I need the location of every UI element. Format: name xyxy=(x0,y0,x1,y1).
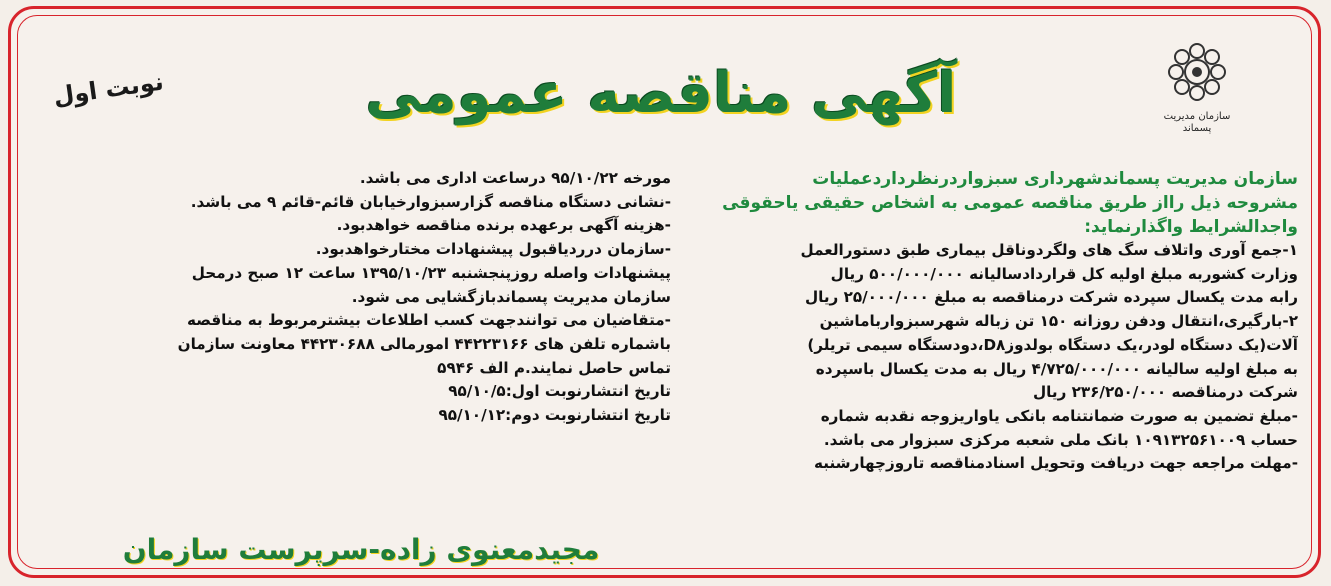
text-line: تماس حاصل نمایند.م الف ۵۹۴۶ xyxy=(437,358,671,377)
left-column xyxy=(31,167,671,428)
text-line: -مهلت مراجعه جهت دریافت وتحویل اسنادمناقصه تاروزچهارشنبه xyxy=(814,454,1298,473)
text-line: حساب ۱۰۹۱۳۲۵۶۱۰۰۹ بانک ملی شعبه مرکزی سبزوار می باشد. xyxy=(823,430,1298,449)
text-line: -نشانی دستگاه مناقصه گزارسبزوارخیابان قائم-قائم ۹ می باشد. xyxy=(190,192,671,211)
text-line: پیشنهادات واصله روزپنجشنبه ۱۳۹۵/۱۰/۲۳ ساعت ۱۲ صبح درمحل xyxy=(191,263,671,282)
text-line: آلات(یک دستگاه لودر،یک دستگاه بولدوزD۸،دودستگاه سیمی تریلر) xyxy=(807,335,1298,354)
text-line: شرکت درمناقصه ۲۳۶/۲۵۰/۰۰۰ ریال xyxy=(1033,383,1298,402)
emblem-icon xyxy=(1162,37,1232,107)
text-line: باشماره تلفن های ۴۴۲۲۳۱۶۶ امورمالی ۴۴۲۳۰۶۸۸ معاونت سازمان xyxy=(177,334,671,353)
lead-paragraph xyxy=(676,167,1298,239)
right-column xyxy=(676,167,1298,476)
text-line: رابه مدت یکسال سپرده شرکت درمناقصه به مبلغ ۲۵/۰۰۰/۰۰۰ ریال xyxy=(804,288,1298,307)
organization-logo xyxy=(1158,37,1236,135)
text-line: مورخه ۹۵/۱۰/۲۲ درساعت اداری می باشد. xyxy=(359,169,671,187)
logo-caption: سازمان مدیریت پسماند xyxy=(1163,111,1231,134)
round-label: نوبت اول xyxy=(51,67,166,111)
signature: مجیدمعنوی زاده-سرپرست سازمان xyxy=(122,533,600,566)
text-line: ۲-بارگیری،انتقال ودفن روزانه ۱۵۰ تن زباله شهرسبزوارباماشین xyxy=(819,312,1298,331)
lead-line: واجدالشرایط واگذارنماید: xyxy=(1084,217,1298,237)
notice-title: آگهی مناقصه عمومی xyxy=(365,61,957,126)
notice-frame xyxy=(8,6,1321,578)
text-line: وزارت کشوربه مبلغ اولیه کل قراردادسالیانه ۵۰۰/۰۰۰/۰۰۰ ریال xyxy=(830,264,1298,283)
publish-date-first: تاریخ انتشارنوبت اول:۹۵/۱۰/۵ xyxy=(448,382,671,401)
text-line: سازمان مدیریت پسماندبازگشایی می شود. xyxy=(351,287,671,306)
text-line: -مبلغ تضمین به صورت ضمانتنامه بانکی یاواریزوجه نقدبه شماره xyxy=(820,406,1298,425)
text-line: -متقاضیان می توانندجهت کسب اطلاعات بیشترمربوط به مناقصه xyxy=(187,311,671,330)
text-line: ۱-جمع آوری واتلاف سگ های ولگردوناقل بیماری طبق دستورالعمل xyxy=(800,241,1298,259)
lead-line: سازمان مدیریت پسماندشهرداری سبزواردرنظرداردعملیات xyxy=(812,169,1298,189)
publish-date-second: تاریخ انتشارنوبت دوم:۹۵/۱۰/۱۲ xyxy=(438,406,671,425)
text-line: -سازمان درردیاقبول پیشنهادات مختارخواهدبود. xyxy=(315,240,671,259)
text-line: به مبلغ اولیه سالیانه ۴/۷۲۵/۰۰۰/۰۰۰ ریال به مدت یکسال باسپرده xyxy=(815,359,1298,378)
lead-line: مشروحه ذیل رااز طریق مناقصه عمومی به اشخاص حقیقی یاحقوقی xyxy=(722,193,1298,213)
text-line: -هزینه آگهی برعهده برنده مناقصه خواهدبود. xyxy=(336,216,671,235)
